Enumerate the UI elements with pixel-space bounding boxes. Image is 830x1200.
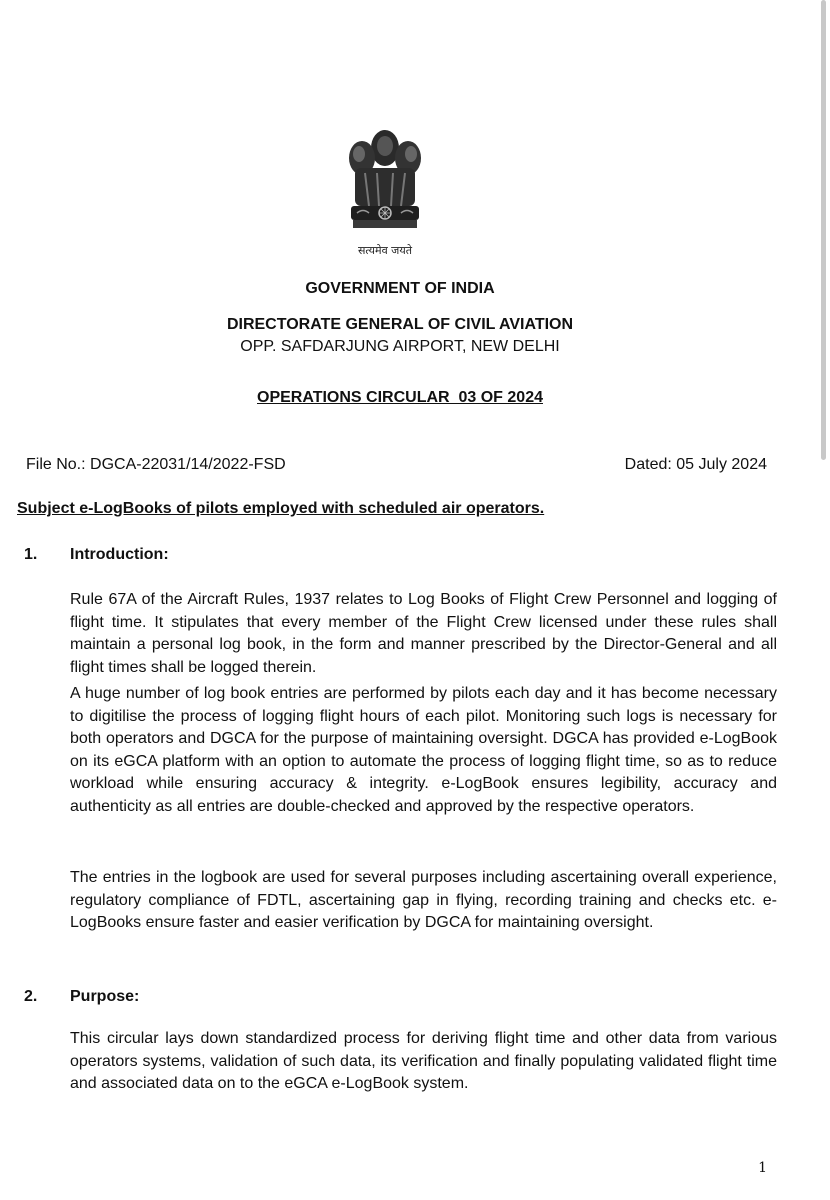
paragraph: The entries in the logbook are used for several purposes including ascertaining overall experience, regulatory compliance of FDTL, ascertaining gap in flying, recording training and checks etc. e-LogBooks ensure faster and easier verification by DGCA for maintaining oversight.	[70, 869, 777, 932]
file-number: File No.: DGCA-22031/14/2022-FSD	[26, 456, 286, 473]
paragraph: Rule 67A of the Aircraft Rules, 1937 relates to Log Books of Flight Crew Personnel and logging of flight time. It stipulates that every member of the Flight Crew licensed under these rules shall maintain a personal log book, in the form and manner prescribed by the Director-General and all flight times shall be logged therein.	[70, 591, 777, 676]
emblem-motto: सत्यमेव जयते	[357, 244, 412, 257]
scrollbar[interactable]	[821, 0, 826, 460]
page-number: 1	[758, 1160, 767, 1176]
paragraph: A huge number of log book entries are performed by pilots each day and it has become necessary to digitilise the process of logging flight hours of each pilot. Monitoring such logs is necessary for both operators and DGCA for the purpose of maintaining oversight. DGCA has provided e-LogBook on its eGCA platform with an option to automate the process of logging flight time, so as to reduce workload while ensuring accuracy & integrity. e-LogBook ensures legibility, accuracy and authenticity as all entries are double-checked and approved by the respective operators.	[70, 685, 777, 815]
section-number: 1.	[24, 546, 38, 563]
address-line: OPP. SAFDARJUNG AIRPORT, NEW DELHI	[240, 338, 560, 355]
government-heading: GOVERNMENT OF INDIA	[305, 280, 495, 297]
section-title-purpose: Purpose:	[70, 988, 140, 1005]
paragraph: This circular lays down standardized process for deriving flight time and other data from various operators systems, validation of such data, its verification and finally populating validated flight time and associated data on to the eGCA e-LogBook system.	[70, 1030, 777, 1093]
subject-line: Subject e-LogBooks of pilots employed with scheduled air operators.	[17, 500, 545, 517]
circular-title: OPERATIONS CIRCULAR 03 OF 2024	[257, 389, 543, 406]
section-number: 2.	[24, 988, 38, 1005]
issue-date: Dated: 05 July 2024	[624, 456, 767, 473]
section-title-introduction: Introduction:	[70, 546, 169, 563]
directorate-heading: DIRECTORATE GENERAL OF CIVIL AVIATION	[226, 316, 574, 333]
